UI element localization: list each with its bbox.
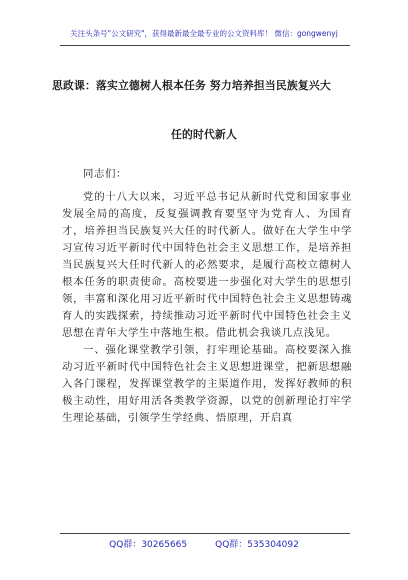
document-title-line-2: 任的时代新人: [171, 128, 237, 141]
document-body: [62, 166, 352, 427]
header-divider: [60, 45, 350, 46]
page-footer: [0, 537, 408, 550]
header-text: 关注头条号"公文研究"，获得最新最全最专业的公文资料库！ 微信：gongwenyj: [70, 29, 338, 38]
salutation: 同志们：: [83, 168, 127, 180]
qq-group-2: QQ群：535304092: [215, 540, 299, 550]
document-title-line-1: 思政课：落实立德树人根本任务 努力培养担当民族复兴大: [52, 79, 331, 92]
footer-divider: [60, 533, 350, 534]
paragraph: 党的十八大以来，习近平总书记从新时代党和国家事业发展全局的高度，反复强调教育要坚守为党育人、为国育才，培养担当民族复兴大任的时代新人。做好在大学生中学习宣传习近平新时代中国特色社会主义思想工作，是培养担当民族复兴大任时代新人的必然要求，是履行高校立德树人根本任务的职责使命。高校要进一步强化对大学生的思想引领，丰富和深化用习近平新时代中国特色社会主义思想铸魂育人的实践探索，持续推动习近平新时代中国特色社会主义思想在青年大学生中落地生根。借此机会我谈几点浅见。: [62, 191, 352, 339]
qq-group-1: QQ群：30265665: [109, 540, 188, 550]
paragraph: 一、强化课堂教学引领，打牢理论基础。高校要深入推动习近平新时代中国特色社会主义思想进课堂，把新思想融入各门课程，发挥课堂教学的主渠道作用，发挥好教师的积极主动性，用好用活各类教学资源，以党的创新理论打牢学生理论基础，引领学生学经典、悟原理，开启真: [62, 344, 352, 424]
